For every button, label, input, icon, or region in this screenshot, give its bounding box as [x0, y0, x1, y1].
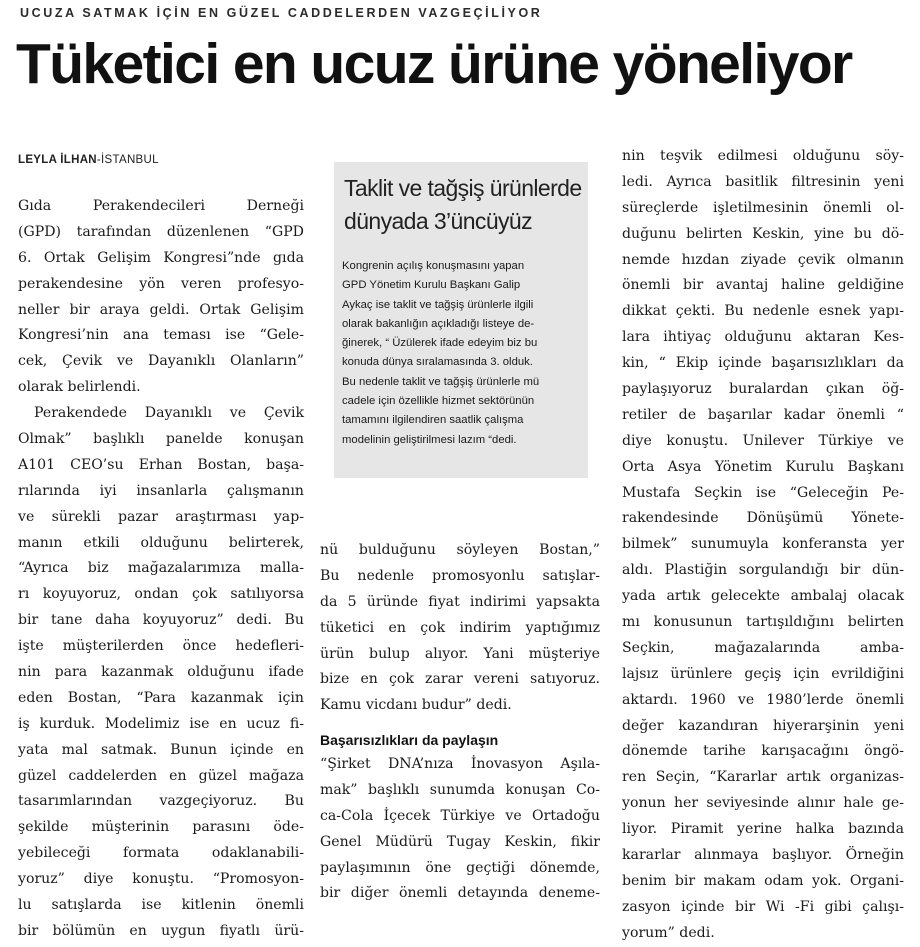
text-line: da 5 üründe fiyat indirimi yapsakta [320, 593, 600, 610]
text-line: değer kazandıran hiyerarşinin yeni [622, 717, 904, 734]
text-line: ürün bulup alıyor. Yani müşteriye [320, 645, 600, 662]
article-headline: Tüketici en ucuz ürüne yöneliyor [16, 32, 852, 96]
text-line: yonun her seviyesinde alınır hale ge- [622, 795, 904, 812]
text-line: manın etkili olduğunu belirterek, [18, 534, 304, 551]
dateline-city: İSTANBUL [101, 154, 159, 166]
text-line: kararlar alınmaya başlıyor. Örneğin [622, 847, 904, 864]
text-line: lajsız ürünlere geçiş için evrildiğini [622, 665, 904, 682]
text-line: aldı. Plastiğin sorgulandığı bir dün- [622, 562, 904, 579]
text-line: Genel Müdürü Tugay Keskin, fikir [320, 833, 600, 850]
text-line: liyor. Piramit yerine halka bazında [622, 821, 904, 838]
text-line: Perakendede Dayanıklı ve Çevik [34, 405, 304, 422]
sidebar-body-line: modelinin geliştirilmesi lazım “dedi. [342, 433, 517, 446]
sidebar-title [344, 172, 582, 238]
text-line: benim bir makam odam yok. Organi- [622, 872, 904, 889]
text-line: bilmek” sunumuyla konferansta yer [622, 536, 904, 553]
sidebar-body-line: ğinerek, “ Üzülerek ifade edeyim biz bu [342, 337, 538, 350]
text-line: rı koyuyoruz, ondan çok satılıyorsa [18, 586, 304, 603]
text-line: güzel caddelerden en güzel mağaza [18, 767, 304, 784]
text-line: “Şirket DNA’nıza İnovasyon Aşıla- [320, 756, 600, 772]
text-line: lu satışlarda ise kitlenin önemli [18, 897, 304, 914]
text-line: “Ayrıca biz mağazalarımıza malla- [18, 560, 304, 577]
sidebar-title-line: dünyada 3’üncüyüz [344, 208, 533, 234]
text-line: ve sürekli pazar araştırması yap- [18, 508, 304, 525]
text-line: dikkat çekti. Bu nedenle esnek yapı- [622, 303, 904, 320]
sidebar-body-line: Aykaç ise taklit ve tağşiş ürünlerle ilgili [342, 298, 534, 311]
text-line: lara ihtiyaç olduğunu aktaran Kes- [622, 329, 904, 346]
text-line: olarak belirlendi. [18, 379, 141, 396]
text-line: dönemde tarihe karışacağını öngö- [622, 743, 904, 760]
text-line: A101 CEO’su Erhan Bostan, başa- [18, 456, 304, 473]
text-line: yebileceği formata odaklanabili- [18, 845, 304, 862]
text-line: aktardı. 1960 ve 1980’lerde önemli [622, 691, 904, 708]
text-line: paylaşımının öne geçtiği dönemde, [320, 859, 600, 876]
article-column-2 [320, 538, 600, 719]
text-line: iş kurduk. Modelimiz ise en ucuz fi- [18, 715, 304, 732]
text-line: Mustafa Seçkin ise “Geleceğin Pe- [622, 484, 904, 501]
text-line: neller bir araya geldi. Ortak Gelişim [18, 301, 304, 318]
text-line: Olmak” başlıklı panelde konuşan [18, 431, 304, 448]
text-line: yada artık gelecekte ambalaj olacak [622, 588, 904, 605]
text-line: nü bulduğunu söyleyen Bostan,” [320, 542, 600, 558]
text-line: tasarımlarından vazgeçiyoruz. Bu [18, 793, 304, 810]
text-line: zasyon içinde bir Wi -Fi gibi çalışı- [622, 898, 904, 915]
text-line: Gıda Perakendecileri Derneği [18, 198, 304, 214]
text-line: bir diğer önemli detayında deneme- [320, 885, 600, 902]
sidebar-body-line: tamamını ilgilendiren saatlik çalışma [342, 414, 524, 427]
sidebar-title-line: Taklit ve tağşiş ürünlerde [344, 175, 582, 201]
text-line: paylaşıyoruz buralardan çıkan öğ- [622, 381, 904, 398]
text-line: Seçkin, mağazalarında amba- [622, 639, 904, 656]
sidebar-body-line: olarak bakanlığın açıkladığı listeye de- [342, 317, 535, 330]
sidebar-body-line: Bu nedenle taklit ve tağşiş ürünlerle mü [342, 375, 540, 388]
text-line: 6. Ortak Gelişim Kongresi”nde gıda [18, 249, 304, 266]
sidebar-body-line: cadele için özellikle hizmet sektörünün [342, 395, 535, 408]
text-line: eden Bostan, “Para kazanmak için [18, 689, 304, 706]
text-line: perakendesine yön veren profesyo- [18, 275, 304, 292]
section-subhead: Başarısızlıkları da paylaşın [320, 732, 499, 748]
article-column-1 [18, 194, 304, 945]
text-line: ledi. Ayrıca basitlik filtresinin yeni [622, 173, 904, 190]
text-line: diye konuştu. Unilever Türkiye ve [622, 432, 904, 449]
author-name: LEYLA İLHAN [18, 154, 97, 166]
text-line: yorum” dedi. [622, 924, 715, 941]
text-line: (GPD) tarafından düzenlenen “GPD [18, 223, 304, 240]
text-line: bize en çok zarar vereni satıyoruz. [320, 671, 600, 688]
text-line: mak” başlıklı sunumda konuşan Co- [320, 781, 600, 798]
text-line: ren Seçin, “Kararlar artık organizas- [622, 769, 904, 786]
text-line: rılarında iyi insanlarla çalışmanın [18, 482, 304, 499]
text-line: cek, Çevik ve Dayanıklı Olanların” [18, 353, 304, 370]
text-line: bir bölümün en uygun fiyatlı ürü- [18, 922, 304, 939]
text-line: kin, “ Ekip içinde başarısızlıkları da [622, 355, 904, 372]
text-line: şekilde müşterinin parasını öde- [18, 819, 304, 836]
sidebar-body-line: konuda dünya sıralamasında 3. olduk. [342, 356, 533, 369]
byline-separator: - [96, 154, 102, 166]
sidebar-body [342, 257, 580, 450]
text-line: tüketici en çok indirim yaptığımız [320, 619, 600, 636]
text-line: bir tane daha koyuyoruz” dedi. Bu [18, 612, 304, 629]
article-kicker: UCUZA SATMAK İÇİN EN GÜZEL CADDELERDEN VAZGEÇİLİYOR [20, 6, 543, 20]
text-line: süreçlerde işletilmesinin önemli ol- [622, 199, 904, 216]
text-line: işte müşterilerden önce hedefleri- [18, 638, 304, 655]
sidebar-box [334, 162, 588, 478]
text-line: rakendesinde Dönüşümü Yönete- [622, 510, 904, 527]
text-line: Bu nedenle promosyonlu satışlar- [320, 567, 600, 584]
text-line: retiler de başarılar kadar önemli “ [622, 406, 904, 423]
text-line: nin teşvik edilmesi olduğunu söy- [622, 148, 904, 164]
text-line: Kamu vicdanı budur” dedi. [320, 697, 512, 714]
text-line: yata mal satmak. Bunun içinde en [18, 741, 304, 758]
article-column-2-continued [320, 752, 600, 907]
text-line: nemde hızdan ziyade çevik olmanın [622, 251, 904, 268]
article-column-3 [622, 144, 904, 947]
text-line: Orta Asya Yönetim Kurulu Başkanı [622, 458, 904, 475]
text-line: yoruz” diye konuştu. “Promosyon- [18, 871, 304, 888]
text-line: mı konusunun tartışıldığını belirten [622, 614, 904, 631]
text-line: ca-Cola İçecek Türkiye ve Ortadoğu [320, 807, 600, 824]
text-line: önemli bir avantaj haline geldiğine [622, 277, 904, 294]
byline [18, 154, 159, 166]
text-line: Kongresi’nin ana teması ise “Gele- [18, 327, 304, 344]
text-line: duğunu belirten Keskin, yine bu dö- [622, 225, 904, 242]
sidebar-body-line: GPD Yönetim Kurulu Başkanı Galip [342, 279, 521, 292]
sidebar-body-line: Kongrenin açılış konuşmasını yapan [342, 260, 525, 272]
text-line: nin para kazanmak olduğunu ifade [18, 664, 304, 681]
